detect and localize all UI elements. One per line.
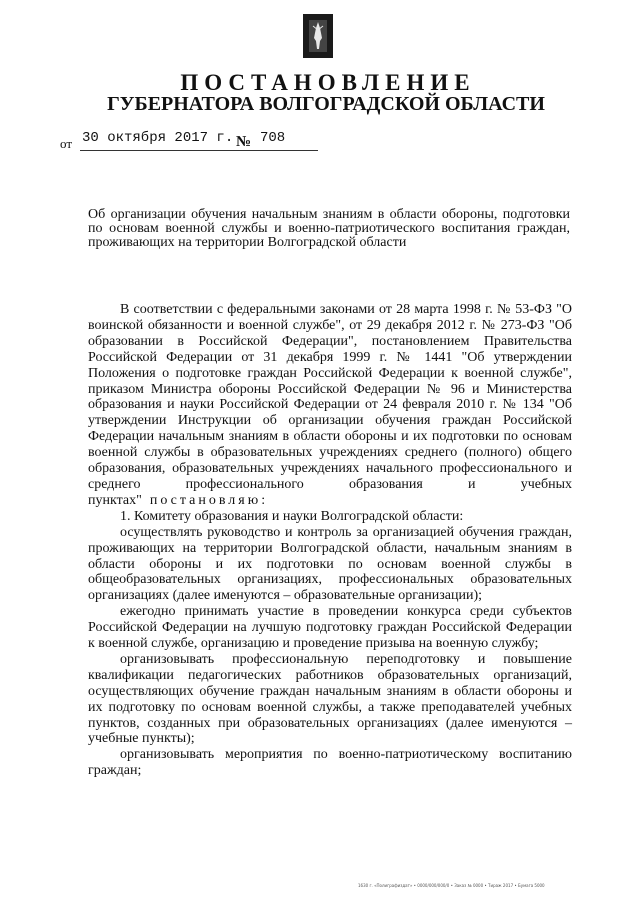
decree-word: постановляю: (149, 492, 269, 508)
document-body (88, 302, 572, 779)
item-1-sub-4: организовывать мероприятия по военно-патриотическому воспитанию граждан; (88, 747, 572, 779)
item-1-sub-2: ежегодно принимать участие в проведении конкурса среди субъектов Российской Федерации на лучшую подготовку граждан Российской Федерации к военной службе, организацию и проведение призыва на военную службу; (88, 604, 572, 652)
preamble-text: В соответствии с федеральными законами от 28 марта 1998 г. № 53-ФЗ "О воинской обязанности и военной службе", от 29 декабря 2012 г. № 273-ФЗ "Об образовании в Российской Федерации", постановлением Правительства Российской Федерации от 31 декабря 1999 г. № 1441 "Об утверждении Положения о подготовке граждан Российской Федерации к военной службе", приказом Министра обороны Российской Федерации № 96 и Министерства образования и науки Российской Федерации от 24 февраля 2010 г. № 134 "Об утверждении Инструкции об организации обучения граждан Российской Федерации начальным знаниям в области обороны и их подготовки по основам военной службы в образовательных учреждениях среднего (полного) общего образования, образовательных учреждениях начального профессионального и среднего профессионального образования и учебных пунктах" (88, 302, 572, 508)
preamble-paragraph (88, 302, 572, 509)
item-1-sub-1: осуществлять руководство и контроль за организацией обучения граждан, проживающих на территории Волгоградской области, начальным знаниям в области обороны и их подготовки по основам военной службы в общеобразовательных организациях, профессиональных образовательных организациях (далее именуются – образовательные организации); (88, 524, 572, 604)
footer-print-code: 1630 г. «Полиграфиздат» • 0000/000/000/0 • Заказ № 0000 • Тираж 2017 • Бумага 5000 (358, 883, 545, 888)
item-1-heading: 1. Комитету образования и науки Волгоградской области: (120, 508, 464, 524)
number-underline (258, 150, 318, 151)
item-1-sub-3: организовывать профессиональную переподготовку и повышение квалификации педагогических работников образовательных организаций, осуществляющих обучение граждан начальным знаниям в области обороны и их подготовку по основам военной службы, а также преподавателей учебных пунктов, созданных при образовательных организациях (далее именуются – учебные пункты); (88, 651, 572, 747)
document-meta-row (60, 128, 460, 154)
document-issuer-heading: ГУБЕРНАТОРА ВОЛГОГРАДСКОЙ ОБЛАСТИ (107, 93, 545, 115)
number-label: № (236, 134, 252, 150)
volgograd-coat-of-arms-icon (303, 14, 333, 58)
document-type-heading: ПОСТАНОВЛЕНИЕ (180, 70, 476, 95)
document-date: 30 октября 2017 г. (82, 130, 234, 146)
document-number: 708 (260, 130, 286, 146)
document-title: Об организации обучения начальным знаниям в области обороны, подготовки по основам военной службы и военно-патриотического воспитания граждан, проживающих на территории Волгоградской области (88, 207, 570, 250)
date-label: от (60, 136, 73, 151)
